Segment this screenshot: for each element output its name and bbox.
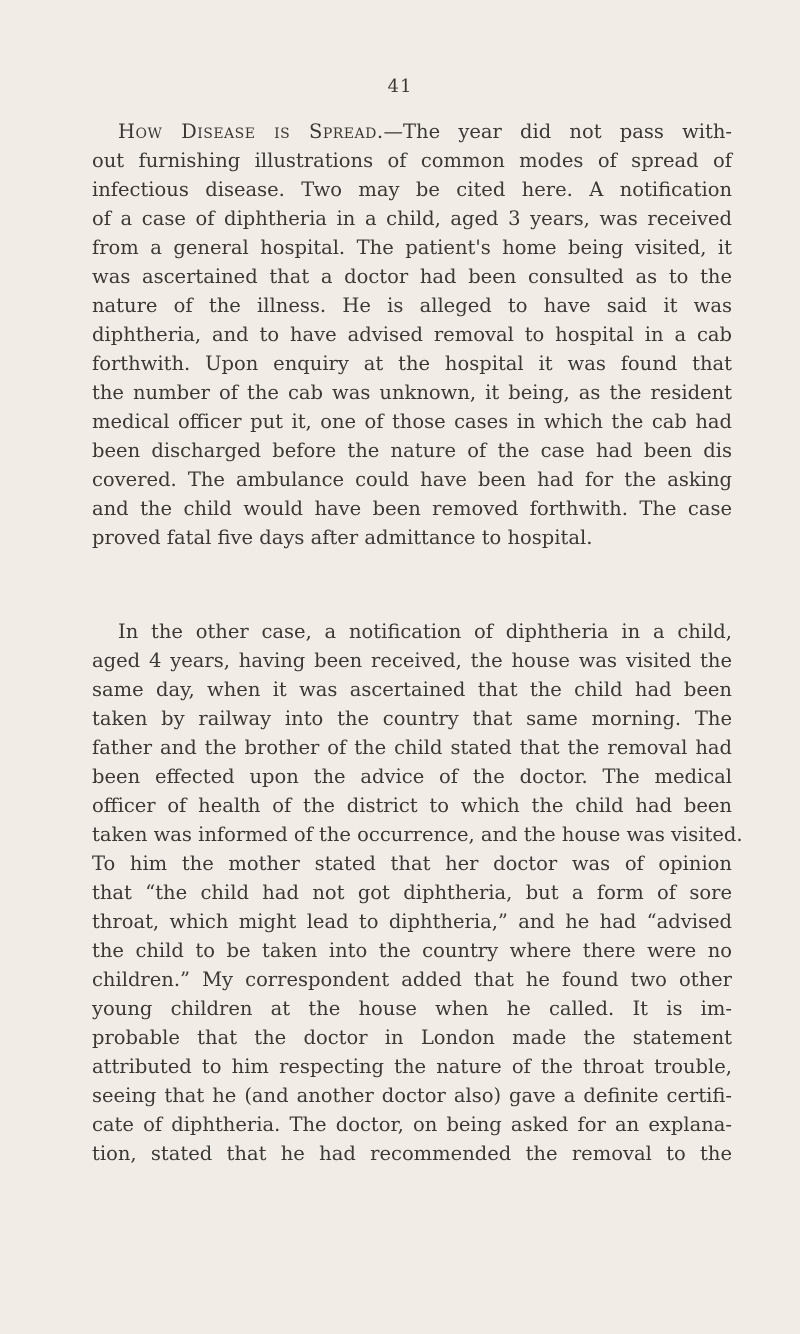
paragraph-disease-spread [92,117,732,552]
heading-continuation: —The year did not pass with- [383,120,732,143]
text-line: diphtheria, and to have advised removal to hospital in a cab [92,323,732,346]
text-line: the child to be taken into the country where there were no [92,939,732,962]
text-line: father and the brother of the child stated that the removal had [92,736,732,759]
section-heading: How Disease is Spread. [118,120,384,143]
text-line: forthwith. Upon enquiry at the hospital it was found that [92,352,732,375]
text-line: seeing that he (and another doctor also) gave a definite certifi- [92,1084,732,1107]
text-line: In the other case, a notification of diphtheria in a child, [118,620,732,643]
text-line: To him the mother stated that her doctor was of opinion [92,852,732,875]
text-line: from a general hospital. The patient's home being visited, it [92,236,732,259]
text-line: proved fatal five days after admittance to hospital. [92,526,593,549]
text-line: aged 4 years, having been received, the house was visited the [92,649,732,672]
text-line: same day, when it was ascertained that the child had been [92,678,732,701]
text-line [92,117,732,146]
text-line: throat, which might lead to diphtheria,” and he had “advised [92,910,732,933]
text-line: probable that the doctor in London made the statement [92,1026,732,1049]
text-line: out furnishing illustrations of common modes of spread of [92,149,732,172]
text-line: covered. The ambulance could have been had for the asking [92,468,732,491]
text-line: officer of health of the district to which the child had been [92,794,732,817]
text-line: been discharged before the nature of the case had been dis [92,439,732,462]
page-number: 41 [387,76,413,97]
text-line: been effected upon the advice of the doctor. The medical [92,765,732,788]
text-line: attributed to him respecting the nature of the throat trouble, [92,1055,732,1078]
text-line: cate of diphtheria. The doctor, on being asked for an explana- [92,1113,732,1136]
text-line: and the child would have been removed forthwith. The case [92,497,732,520]
text-line: of a case of diphtheria in a child, aged 3 years, was received [92,207,732,230]
text-line: medical officer put it, one of those cases in which the cab had [92,410,732,433]
text-line: taken by railway into the country that same morning. The [92,707,732,730]
text-line: the number of the cab was unknown, it being, as the resident [92,381,732,404]
text-line: infectious disease. Two may be cited here. A notification [92,178,732,201]
text-line: that “the child had not got diphtheria, but a form of sore [92,881,732,904]
text-line: taken was informed of the occurrence, and the house was visited. [92,823,743,846]
text-line: children.” My correspondent added that he found two other [92,968,732,991]
text-line: nature of the illness. He is alleged to have said it was [92,294,732,317]
text-line: was ascertained that a doctor had been consulted as to the [92,265,732,288]
paragraph-other-case [92,617,743,1168]
text-line: tion, stated that he had recommended the removal to the [92,1142,732,1165]
text-line: young children at the house when he called. It is im- [92,997,732,1020]
